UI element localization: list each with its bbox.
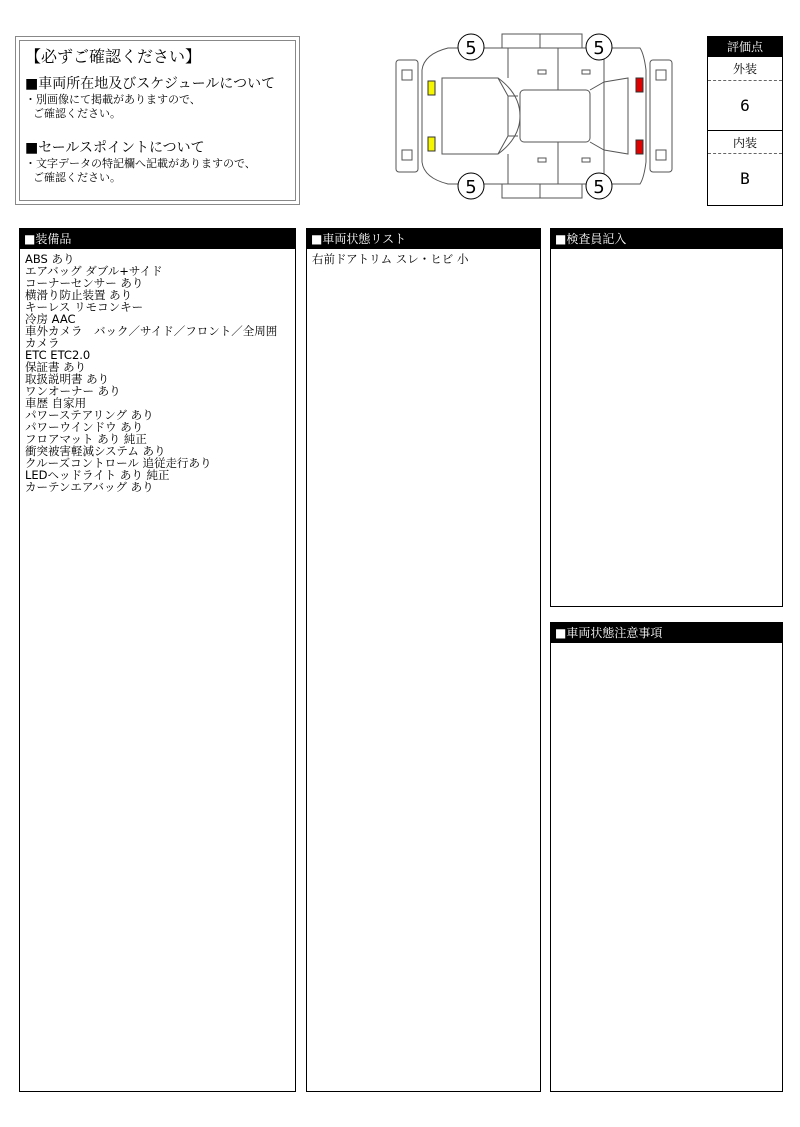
tire-front-right-value: 5 (465, 177, 477, 198)
exterior-value: 6 (740, 96, 750, 115)
notice-section2-title: ■セールスポイントについて (25, 140, 205, 156)
red-mark-rear-left (636, 78, 643, 92)
notice-section2-line2: ご確認ください。 (33, 171, 121, 184)
roof-rail-top (502, 34, 582, 48)
yellow-mark-front-right (428, 137, 435, 151)
status-list (307, 249, 540, 269)
list-item: 右前ドアトリム スレ・ヒビ 小 (312, 253, 469, 265)
list-item: 横滑り防止装置 あり (25, 289, 133, 301)
notice-section1-title: ■車両所在地及びスケジュールについて (25, 76, 276, 92)
grade-header: 評価点 (708, 37, 782, 57)
list-item: 車外カメラ バック／サイド／フロント／全周囲 (25, 325, 278, 337)
front-bumper-outline (396, 60, 418, 172)
exterior-label: 外装 (708, 57, 782, 81)
notice-section1-line1: ・別画像にて掲載がありますので、 (25, 93, 201, 106)
roof-rail-bottom (502, 184, 582, 198)
hood-outline (442, 78, 508, 154)
red-mark-rear-right (636, 140, 643, 154)
status-list-header: ■車両状態リスト (307, 229, 540, 249)
notice-title: 【必ずご確認ください】 (25, 47, 202, 66)
notice-inner (19, 40, 296, 201)
notice-section1-text (25, 93, 290, 121)
list-item: 冷房 AAC (25, 313, 76, 325)
notice-box (15, 36, 300, 205)
interior-value: B (740, 169, 750, 188)
equipment-panel (19, 228, 296, 1092)
list-item: パワーウインドウ あり (25, 421, 144, 433)
list-item: エアバッグ ダブル+サイド (25, 265, 163, 277)
list-item: 衝突被害軽減システム あり (25, 445, 166, 457)
status-list-panel (306, 228, 541, 1092)
list-item: LEDヘッドライト あり 純正 (25, 469, 170, 481)
list-item: クルーズコントロール 追従走行あり (25, 457, 212, 469)
list-item: キーレス リモコンキー (25, 301, 144, 313)
notice-section2-line1: ・文字データの特記欄へ記載がありますので、 (25, 157, 256, 170)
list-item: ワンオーナー あり (25, 385, 121, 397)
list-item: コーナーセンサー あり (25, 277, 144, 289)
equipment-list (20, 249, 295, 497)
list-item: 車歴 自家用 (25, 397, 87, 409)
list-item: カメラ (25, 337, 60, 349)
tire-rear-right-value: 5 (593, 177, 605, 198)
yellow-mark-front-left (428, 81, 435, 95)
roof-outline (520, 90, 590, 142)
car-body-outline (422, 48, 646, 184)
inspector-header: ■検査員記入 (551, 229, 782, 249)
tire-rear-left-value: 5 (593, 38, 605, 59)
windshield-line (498, 78, 520, 154)
interior-label: 内装 (708, 130, 782, 154)
list-item: カーテンエアバッグ あり (25, 481, 154, 493)
grade-box (707, 36, 783, 206)
rear-bumper-mark-bottom (656, 150, 666, 160)
trunk-outline (604, 78, 628, 154)
rear-bumper-outline (650, 60, 672, 172)
rear-window-outline (590, 82, 604, 150)
inspector-panel (550, 228, 783, 607)
tire-front-left-value: 5 (465, 38, 477, 59)
condition-notes-panel (550, 622, 783, 1092)
front-bumper-mark-top (402, 70, 412, 80)
list-item: ETC ETC2.0 (25, 349, 91, 361)
rear-bumper-mark-top (656, 70, 666, 80)
list-item: 取扱説明書 あり (25, 373, 110, 385)
list-item: ABS あり (25, 253, 75, 265)
notice-section2-text (25, 157, 290, 185)
car-damage-diagram (390, 30, 680, 202)
list-item: 保証書 あり (25, 361, 87, 373)
notice-section1-line2: ご確認ください。 (33, 107, 121, 120)
condition-notes-header: ■車両状態注意事項 (551, 623, 782, 643)
equipment-header: ■装備品 (20, 229, 295, 249)
list-item: フロアマット あり 純正 (25, 433, 147, 445)
list-item: パワーステアリング あり (25, 409, 154, 421)
front-bumper-mark-bottom (402, 150, 412, 160)
